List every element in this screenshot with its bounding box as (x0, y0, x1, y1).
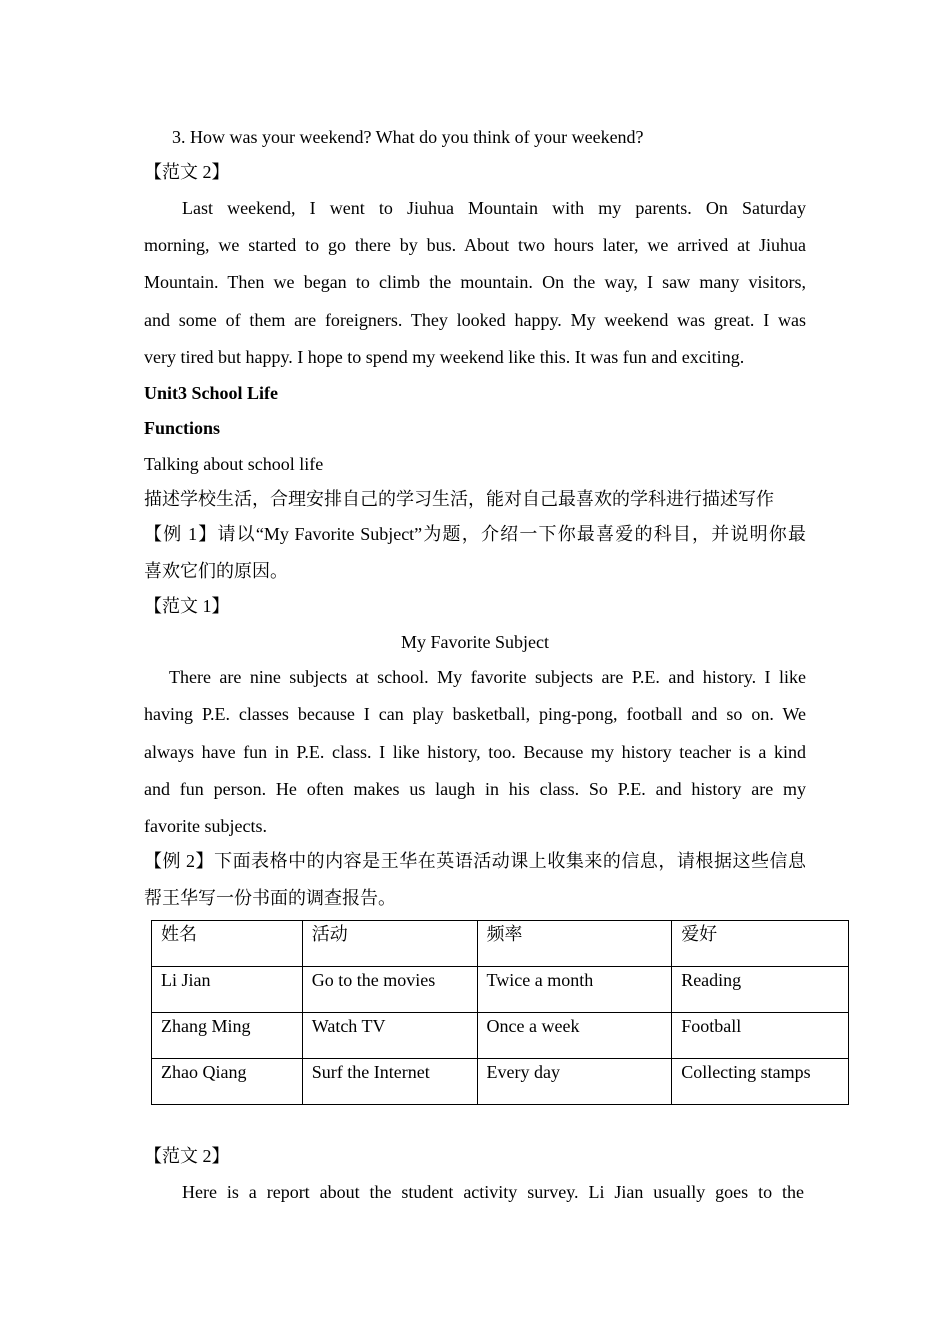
table-header-cell: 姓名 (152, 921, 303, 967)
example-2-prompt: 【例 2】下面表格中的内容是王华在英语活动课上收集来的信息，请根据这些信息 (144, 851, 806, 871)
example-2-prompt: 帮王华写一份书面的调查报告。 (144, 888, 396, 908)
survey-table (151, 920, 849, 1105)
topic-text: Talking about school life (144, 454, 324, 474)
table-row (152, 1013, 849, 1059)
table-cell: Collecting stamps (672, 1059, 849, 1105)
table-cell: Every day (477, 1059, 672, 1105)
table-header-cell: 频率 (477, 921, 672, 967)
essay-line: always have fun in P.E. class. I like history, too. Because my history teacher is a kind (144, 742, 806, 762)
essay-line: and fun person. He often makes us laugh in his class. So P.E. and history are my (144, 779, 806, 799)
table-header-cell: 活动 (302, 921, 477, 967)
sample-label: 【范文 2】 (144, 1146, 230, 1166)
table-cell: Zhao Qiang (152, 1059, 303, 1105)
table-cell: Zhang Ming (152, 1013, 303, 1059)
table-row (152, 1059, 849, 1105)
table-cell: Go to the movies (302, 967, 477, 1013)
essay-line: having P.E. classes because I can play basketball, ping-pong, football and so on. We (144, 704, 806, 724)
essay-line: There are nine subjects at school. My favorite subjects are P.E. and history. I like (169, 667, 806, 687)
example-1-prompt: 【例 1】请以“My Favorite Subject”为题，介绍一下你最喜爱的科目，并说明你最 (144, 524, 806, 544)
paragraph-line: and some of them are foreigners. They looked happy. My weekend was great. I was (144, 310, 806, 330)
table-cell: Twice a month (477, 967, 672, 1013)
paragraph-line: very tired but happy. I hope to spend my weekend like this. It was fun and exciting. (144, 347, 745, 367)
table-cell: Reading (672, 967, 849, 1013)
sample-label: 【范文 2】 (144, 162, 230, 182)
unit-title: Unit3 School Life (144, 383, 279, 403)
table-cell: Watch TV (302, 1013, 477, 1059)
sample-label: 【范文 1】 (144, 596, 230, 616)
table-row (152, 967, 849, 1013)
essay-title: My Favorite Subject (401, 632, 549, 652)
example-1-prompt: 喜欢它们的原因。 (144, 561, 288, 581)
table-header-cell: 爱好 (672, 921, 849, 967)
functions-heading: Functions (144, 418, 221, 438)
report-line: Here is a report about the student activity survey. Li Jian usually goes to the (182, 1182, 804, 1202)
table-header-row (152, 921, 849, 967)
description-text: 描述学校生活，合理安排自己的学习生活，能对自己最喜欢的学科进行描述写作 (144, 489, 774, 509)
table-cell: Once a week (477, 1013, 672, 1059)
paragraph-line: Mountain. Then we began to climb the mountain. On the way, I saw many visitors, (144, 272, 806, 292)
table-cell: Surf the Internet (302, 1059, 477, 1105)
table-cell: Football (672, 1013, 849, 1059)
essay-line: favorite subjects. (144, 816, 267, 836)
table-cell: Li Jian (152, 967, 303, 1013)
paragraph-line: morning, we started to go there by bus. About two hours later, we arrived at Jiuhua (144, 235, 806, 255)
question-3: 3. How was your weekend? What do you think of your weekend? (172, 127, 644, 147)
paragraph-line: Last weekend, I went to Jiuhua Mountain with my parents. On Saturday (182, 198, 806, 218)
